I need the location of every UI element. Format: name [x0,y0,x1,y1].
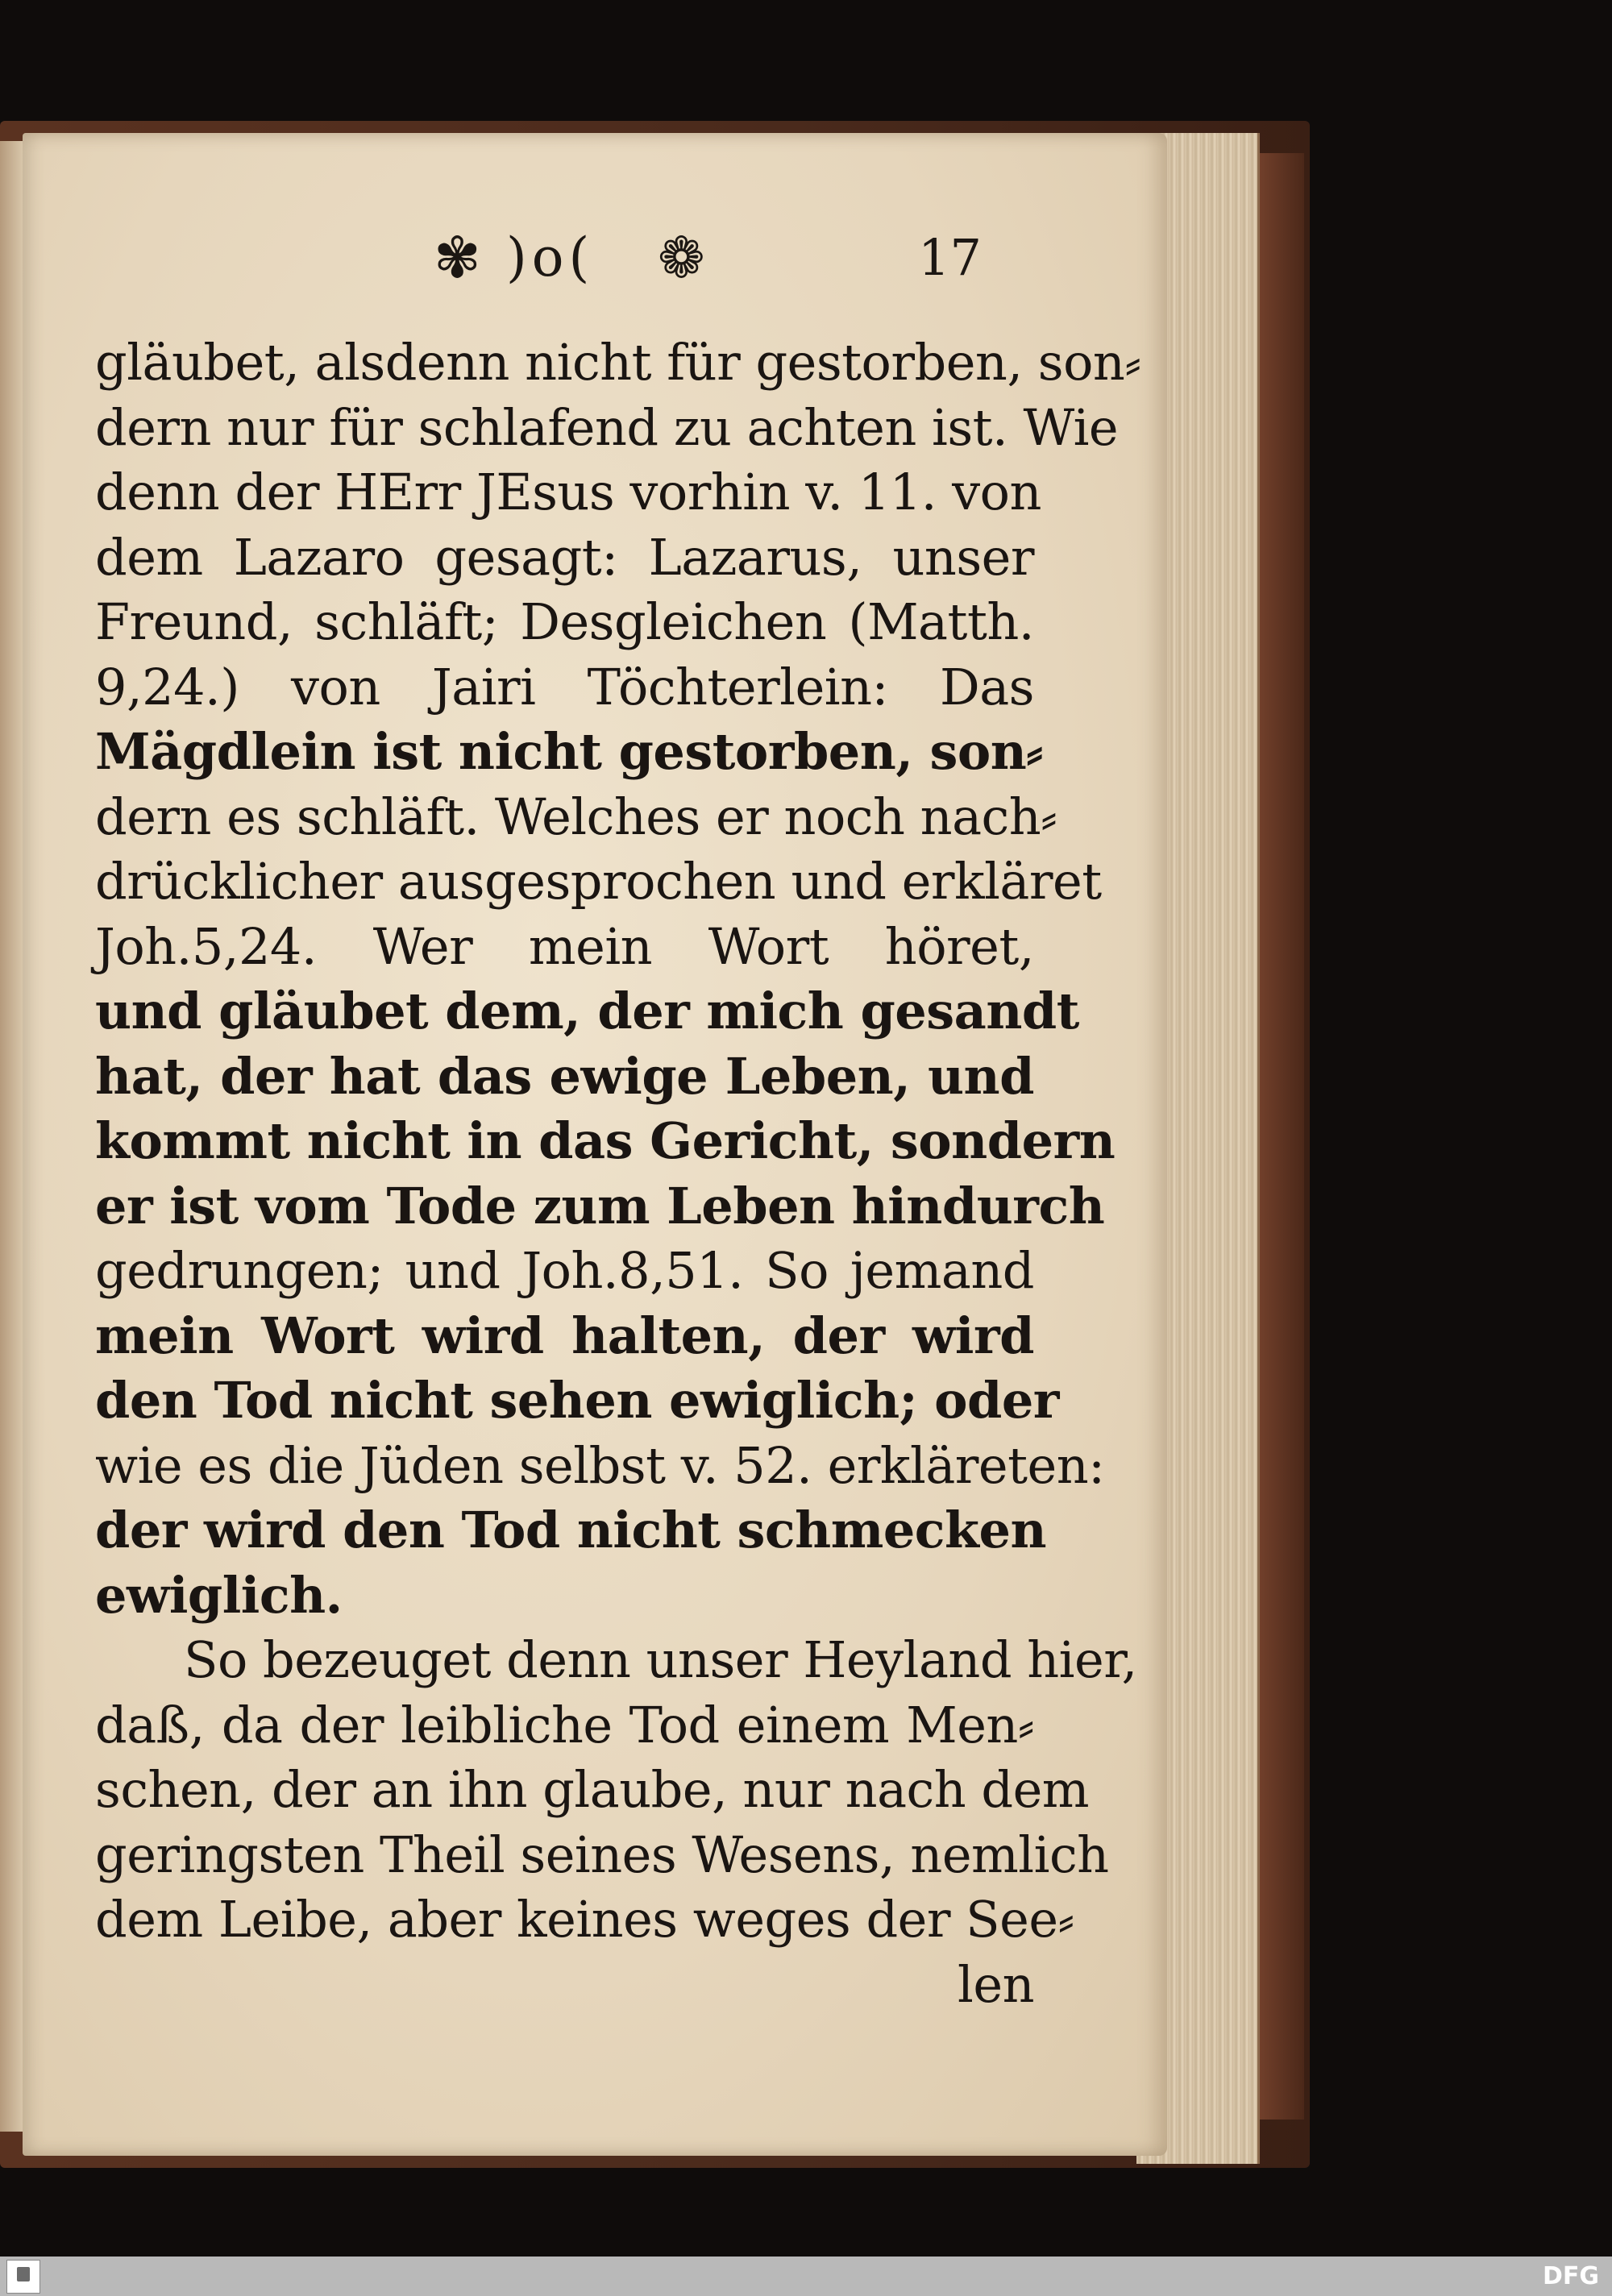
text-line: gläubet, alsdenn nicht für gestorben, son⸗ [95,333,1141,392]
text-line: 9,24.) von Jairi Töchterlein: Das [95,657,1034,716]
text-line: Mägdlein ist nicht gestorben, son⸗ [95,722,1043,781]
ornament-left-icon: ✾ [434,225,481,291]
dfg-label: DFG [1542,2262,1599,2290]
text-line: ewiglich. [95,1565,343,1625]
text-line: daß, da der leibliche Tod einem Men⸗ [95,1695,1034,1754]
book-page [23,133,1167,2156]
page-number: 17 [918,228,982,287]
text-line: dem Leibe, aber keines weges der See⸗ [95,1890,1074,1949]
text-line: er ist vom Tode zum Leben hindurch [95,1176,1105,1235]
text-line: Joh.5,24. Wer mein Wort höret, [95,916,1034,976]
text-line: drücklicher ausgesprochen und erkläret [95,852,1102,911]
catchword: len [958,1954,1034,2014]
text-line: und gläubet dem, der mich gesandt [95,982,1079,1040]
text-line: kommt nicht in das Gericht, sondern [95,1111,1116,1170]
header-mark: )o( [506,226,595,289]
text-line: schen, der an ihn glaube, nur nach dem [95,1760,1090,1819]
text-line: gedrungen; und Joh.8,51. So jemand [95,1241,1034,1300]
library-logo-icon [6,2260,40,2294]
text-line: der wird den Tod nicht schmecken [95,1501,1047,1559]
text-line: wie es die Jüden selbst v. 52. erkläreten: [95,1435,1105,1495]
text-line: So bezeuget denn unser Heyland hier, [184,1630,1137,1689]
text-line: denn der HErr JEsus vorhin v. 11. von [95,463,1041,521]
text-line: hat, der hat das ewige Leben, und [95,1046,1034,1106]
text-line: dern nur für schlafend zu achten ist. Wie [95,397,1119,457]
facing-page-edge [0,141,23,2132]
ornament-right-icon: ❁ [658,225,705,291]
text-line: dem Lazaro gesagt: Lazarus, unser [95,527,1034,587]
text-line: dern es schläft. Welches er noch nach⸗ [95,787,1057,846]
running-header [401,222,1127,294]
text-line: den Tod nicht sehen ewiglich; oder [95,1371,1059,1430]
body-text [95,330,1141,2017]
text-line: Freund, schläft; Desgleichen (Matth. [95,592,1034,651]
text-line: mein Wort wird halten, der wird [95,1306,1034,1365]
viewer-footer-bar [0,2257,1612,2296]
text-line: geringsten Theil seines Wesens, nemlich [95,1825,1109,1884]
